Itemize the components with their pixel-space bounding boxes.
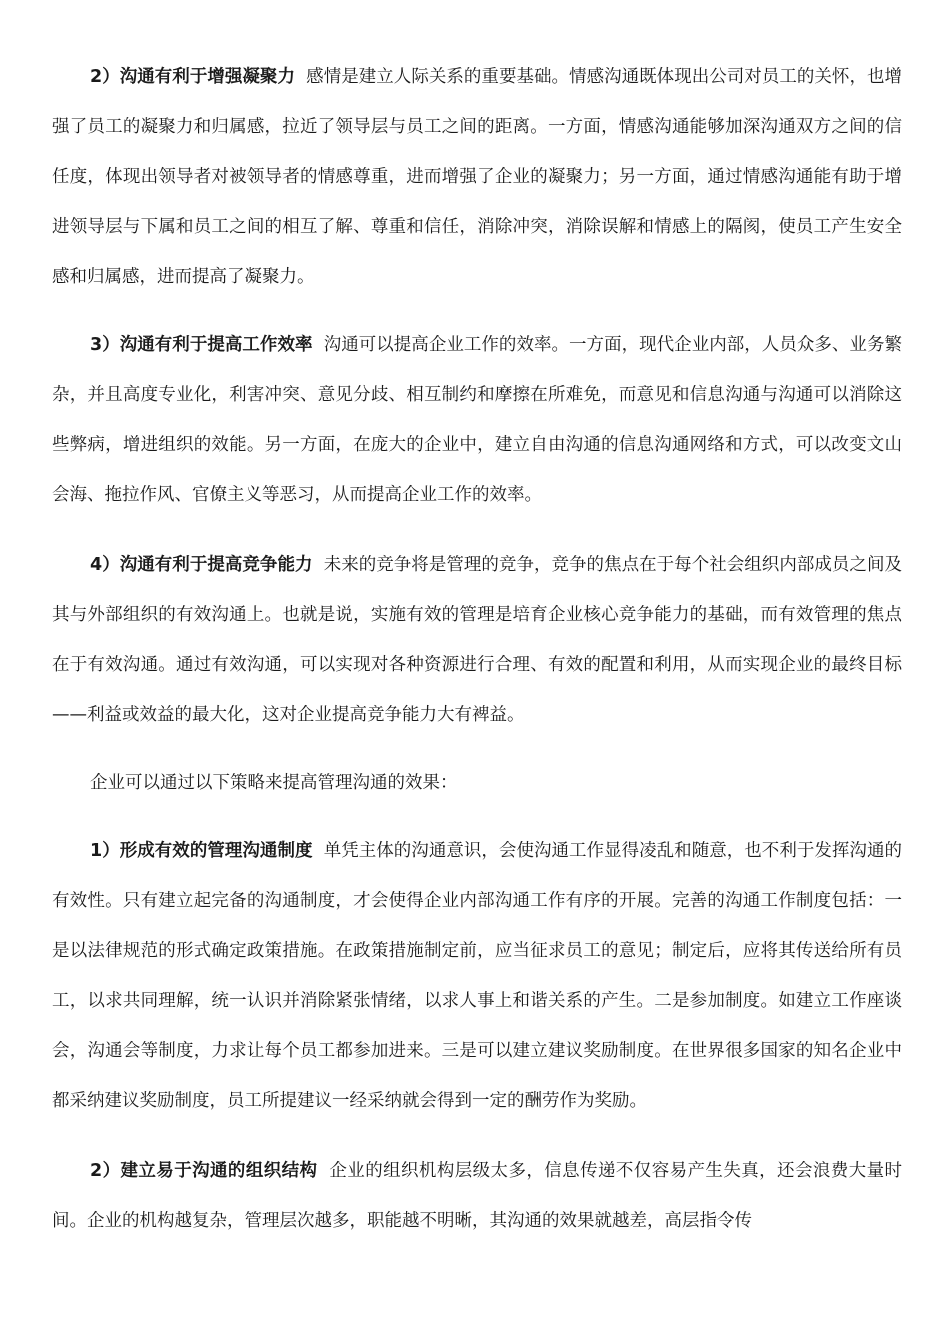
paragraph-heading: 2）建立易于沟通的组织结构 (90, 1161, 318, 1181)
paragraph-cohesion (52, 52, 902, 302)
paragraph-heading: 1）形成有效的管理沟通制度 (90, 841, 313, 861)
paragraph-heading: 3）沟通有利于提高工作效率 (90, 335, 313, 355)
paragraph-efficiency (52, 320, 902, 520)
paragraph-competitiveness (52, 540, 902, 740)
paragraph-body: 单凭主体的沟通意识，会使沟通工作显得凌乱和随意，也不利于发挥沟通的有效性。只有建立起完备的沟通制度，才会使得企业内部沟通工作有序的开展。完善的沟通工作制度包括：一是以法律规范的形式确定政策措施。在政策措施制定前，应当征求员工的意见；制定后，应将其传送给所有员工，以求共同理解，统一认识并消除紧张情绪，以求人事上和谐关系的产生。二是参加制度。如建立工作座谈会，沟通会等制度，力求让每个员工都参加进来。三是可以建立建议奖励制度。在世界很多国家的知名企业中都采纳建议奖励制度，员工所提建议一经采纳就会得到一定的酬劳作为奖励。 (52, 841, 902, 1111)
paragraph-strategies-intro (52, 758, 902, 808)
paragraph-body: 感情是建立人际关系的重要基础。情感沟通既体现出公司对员工的关怀，也增强了员工的凝聚力和归属感，拉近了领导层与员工之间的距离。一方面，情感沟通能够加深沟通双方之间的信任度，体现出领导者对被领导者的情感尊重，进而增强了企业的凝聚力；另一方面，通过情感沟通能有助于增进领导层与下属和员工之间的相互了解、尊重和信任，消除冲突，消除误解和情感上的隔阂，使员工产生安全感和归属感，进而提高了凝聚力。 (52, 67, 902, 287)
paragraph-system (52, 826, 902, 1126)
paragraph-body: 企业可以通过以下策略来提高管理沟通的效果： (90, 773, 458, 793)
paragraph-body: 沟通可以提高企业工作的效率。一方面，现代企业内部，人员众多、业务繁杂，并且高度专业化，利害冲突、意见分歧、相互制约和摩擦在所难免，而意见和信息沟通与沟通可以消除这些弊病，增进组织的效能。另一方面，在庞大的企业中，建立自由沟通的信息沟通网络和方式，可以改变文山会海、拖拉作风、官僚主义等恶习，从而提高企业工作的效率。 (52, 335, 902, 505)
paragraph-heading: 2）沟通有利于增强凝聚力 (90, 67, 295, 87)
document-page (52, 52, 902, 1246)
paragraph-body: 企业的组织机构层级太多，信息传递不仅容易产生失真，还会浪费大量时间。企业的机构越复杂，管理层次越多，职能越不明晰，其沟通的效果就越差，高层指令传 (52, 1161, 902, 1231)
paragraph-body: 未来的竞争将是管理的竞争，竞争的焦点在于每个社会组织内部成员之间及其与外部组织的有效沟通上。也就是说，实施有效的管理是培育企业核心竞争能力的基础，而有效管理的焦点在于有效沟通。通过有效沟通，可以实现对各种资源进行合理、有效的配置和利用，从而实现企业的最终目标——利益或效益的最大化，这对企业提高竞争能力大有裨益。 (52, 555, 902, 725)
paragraph-structure (52, 1146, 902, 1246)
paragraph-heading: 4）沟通有利于提高竞争能力 (90, 555, 313, 575)
